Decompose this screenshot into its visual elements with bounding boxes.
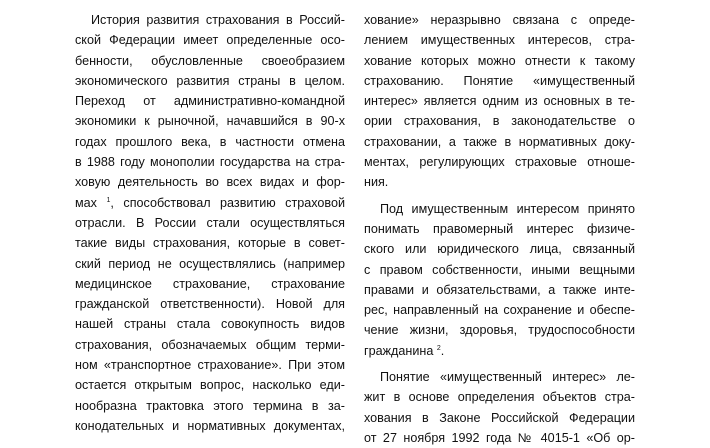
line-text: ского или юридического лица, связанный — [364, 242, 635, 257]
left-text-line — [75, 91, 345, 111]
line-text: от 27 ноября 1992 года № 4015-1 «Об ор- — [364, 430, 635, 445]
line-text: гражданина — [364, 343, 434, 358]
line-text: нообразна трактовка этого термина в за- — [75, 398, 345, 413]
line-text-tail: . — [440, 343, 445, 358]
right-text-line — [364, 30, 635, 50]
line-text: хование которых можно отнести к такому — [364, 53, 635, 68]
footnote-marker: 1 — [106, 196, 111, 204]
left-text-line — [75, 172, 345, 192]
left-text-line — [75, 51, 345, 71]
line-text: бенности, обусловленные своеобразием — [75, 53, 345, 68]
right-text-line — [364, 51, 635, 71]
left-text-line — [75, 335, 345, 355]
line-text: ментах, регулирующих страховые отноше- — [364, 155, 635, 170]
left-text-line — [75, 30, 345, 50]
left-text-line — [75, 233, 345, 253]
right-text-column — [364, 10, 635, 448]
line-text: страхования, обозначаемых общим терми- — [75, 337, 345, 352]
right-text-line — [364, 260, 635, 280]
left-text-column — [75, 10, 345, 436]
line-text: интерес» является одним из основных в те- — [364, 94, 635, 109]
line-text: такие виды страхования, которые в совет- — [75, 236, 345, 251]
line-text: жит в основе определения объектов стра- — [364, 390, 635, 405]
line-text: понимать правомерный интерес физиче- — [364, 221, 635, 236]
right-text-line — [364, 91, 635, 111]
right-text-line — [364, 199, 635, 219]
right-text-line — [364, 387, 635, 407]
line-text-tail: , способствовал развитию страховой — [110, 195, 345, 210]
line-text: мах — [75, 195, 97, 210]
footnote-marker: 2 — [436, 344, 441, 352]
line-text: экономического развития страны в целом. — [75, 73, 345, 88]
right-text-line — [364, 280, 635, 300]
line-text: медицинское страхование, страхование — [75, 276, 345, 291]
line-text: чение жизни, здоровья, трудоспособности — [364, 323, 635, 338]
right-text-line — [364, 10, 635, 30]
left-text-line — [75, 193, 345, 213]
line-text: ский период не осуществлялись (например — [75, 256, 345, 271]
line-text: в 1988 году монополии государства на стра- — [75, 155, 345, 170]
right-text-line — [364, 111, 635, 131]
right-text-line — [364, 341, 635, 361]
left-text-line — [75, 294, 345, 314]
left-text-line — [75, 152, 345, 172]
right-text-line — [364, 408, 635, 428]
line-text: ния. — [364, 175, 389, 190]
right-text-line — [364, 239, 635, 259]
right-text-line — [364, 71, 635, 91]
left-text-line — [75, 10, 345, 30]
left-text-line — [75, 314, 345, 334]
line-text: История развития страхования в Россий- — [91, 13, 345, 27]
line-text: Под имущественным интересом принято — [380, 201, 635, 216]
right-text-line — [364, 428, 635, 448]
left-text-line — [75, 213, 345, 233]
right-text-line — [364, 219, 635, 239]
line-text: ном «транспортное страхование». При этом — [75, 358, 345, 373]
line-text: лением имущественных интересов, стра- — [364, 33, 635, 48]
line-text: конодательных и нормативных документах, — [75, 418, 345, 433]
right-text-line — [364, 367, 635, 387]
left-text-line — [75, 355, 345, 375]
line-text: экономики к рыночной, начавшийся в 90-х — [75, 114, 345, 129]
line-text: хование» неразрывно связана с опреде- — [364, 13, 635, 27]
left-text-line — [75, 396, 345, 416]
line-text: правами и обязательствами, а также инте- — [364, 282, 635, 297]
left-text-line — [75, 375, 345, 395]
left-text-line — [75, 132, 345, 152]
line-text: рес, направленный на сохранение и обеспе- — [364, 303, 635, 318]
line-text: страхованию. Понятие «имущественный — [364, 73, 635, 88]
line-text: ории страхования, в законодательстве о — [364, 114, 635, 129]
left-text-line — [75, 254, 345, 274]
line-text: остается открытым вопрос, насколько еди- — [75, 378, 345, 393]
line-text: нашей страны стала совокупность видов — [75, 317, 345, 332]
right-text-line — [364, 320, 635, 340]
right-text-line — [364, 172, 635, 192]
line-text: отрасли. В России стали осуществляться — [75, 215, 345, 230]
right-text-line — [364, 152, 635, 172]
left-text-line — [75, 274, 345, 294]
line-text: ской Федерации имеет определенные осо- — [75, 33, 345, 48]
right-text-line — [364, 300, 635, 320]
line-text: ховую деятельность во всех видах и фор- — [75, 175, 345, 190]
left-text-line — [75, 111, 345, 131]
line-text: гражданской ответственности). Новой для — [75, 297, 345, 312]
line-text: страховании, а также в нормативных доку- — [364, 134, 635, 149]
line-text: с правом собственности, иными вещными — [364, 262, 635, 277]
line-text: Переход от административно-командной — [75, 94, 345, 109]
line-text: хования в Законе Российской Федерации — [364, 410, 635, 425]
left-text-line — [75, 416, 345, 436]
line-text: годах прошлого века, в частности отмена — [75, 134, 345, 149]
left-text-line — [75, 71, 345, 91]
line-text: Понятие «имущественный интерес» ле- — [380, 370, 635, 385]
right-text-line — [364, 132, 635, 152]
